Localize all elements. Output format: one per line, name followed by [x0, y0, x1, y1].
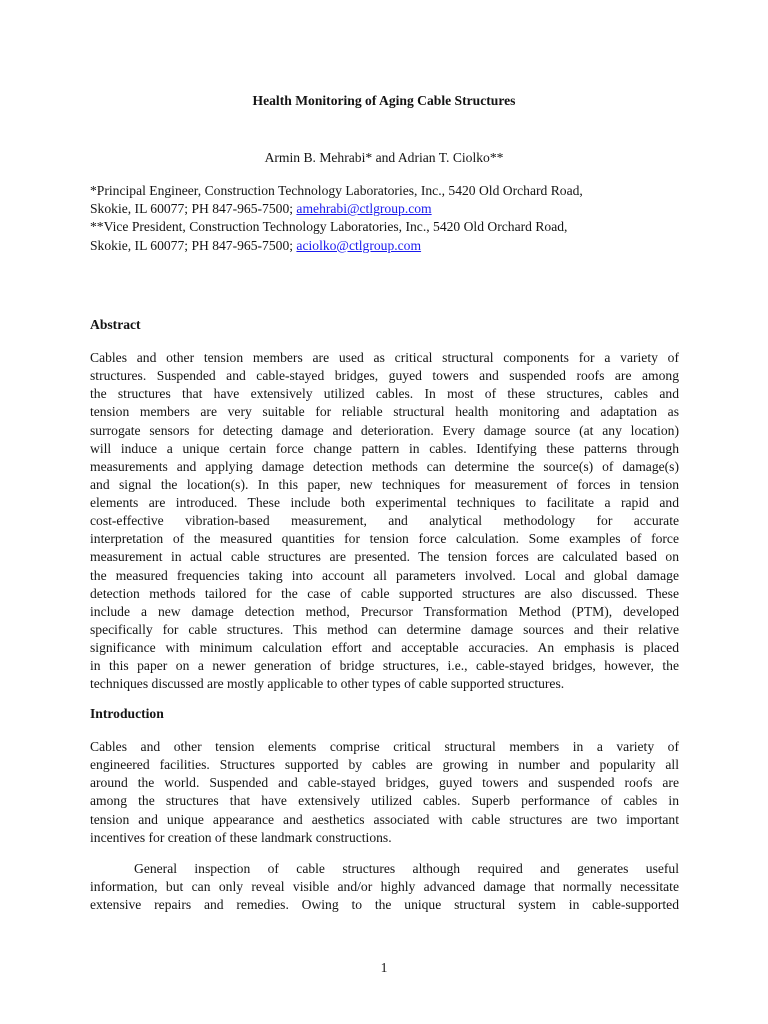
abstract-line: cost-effective vibration-based measurement, and analytical methodology for accurate: [90, 513, 679, 529]
intro-line: among the structures that have extensively utilized cables. Superb performance of cables in: [90, 793, 679, 809]
abstract-line: include a new damage detection method, Precursor Transformation Method (PTM), developed: [90, 603, 679, 619]
author-affiliations: [90, 182, 690, 255]
abstract-line: tension members are very suitable for reliable structural health monitoring and adaptation as: [90, 404, 679, 420]
intro-line: incentives for creation of these landmark constructions.: [90, 829, 392, 845]
abstract-line: measurement in actual cable structures are presented. The tension forces are calculated based on: [90, 549, 679, 565]
abstract-line: significance with minimum calculation effort and acceptable accuracies. An emphasis is placed: [90, 640, 679, 655]
abstract-line: measurements and applying damage detection methods can determine the source(s) of damage(s): [90, 458, 679, 474]
intro-paragraph-2: [90, 860, 679, 914]
abstract-line: in this paper on a newer generation of bridge structures, i.e., cable-stayed bridges, however, the: [90, 658, 679, 674]
email-link-mehrabi[interactable]: amehrabi@ctlgroup.com: [296, 201, 432, 217]
introduction-heading: Introduction: [90, 706, 164, 721]
abstract-line: the structures that have extensively utilized cables. In most of these structures, cables and: [90, 386, 679, 402]
affiliation-contact-2: Skokie, IL 60077; PH 847-965-7500;: [90, 237, 297, 253]
intro-line: tension and unique appearance and aesthetics associated with cable structures are two important: [90, 811, 679, 827]
abstract-line: interpretation of the measured quantities for tension force calculation. Some examples of force: [90, 531, 679, 547]
abstract-line: and signal the location(s). In this paper, new techniques for measurement of forces in tension: [90, 476, 679, 492]
intro-line: information, but can only reveal visible and/or highly advanced damage that normally necessitate: [90, 879, 679, 895]
abstract-paragraph: [90, 349, 679, 693]
email-link-ciolko[interactable]: aciolko@ctlgroup.com: [296, 237, 422, 253]
abstract-line: will induce a unique certain force change pattern in cables. Identifying these patterns through: [90, 440, 679, 456]
affiliation-contact-1: Skokie, IL 60077; PH 847-965-7500;: [90, 201, 297, 217]
intro-line: around the world. Suspended and cable-stayed bridges, guyed towers and suspended roofs are: [90, 775, 679, 791]
abstract-line: the measured frequencies taking into account all parameters involved. Local and global damage: [90, 567, 679, 583]
intro-paragraph-1: [90, 738, 679, 847]
intro-line: extensive repairs and remedies. Owing to the unique structural system in cable-supported: [90, 897, 679, 913]
abstract-line: Cables and other tension members are used as critical structural components for a variety of: [90, 350, 679, 365]
intro-line: engineered facilities. Structures supported by cables are growing in number and popularity all: [90, 757, 679, 773]
abstract-line: detection methods tailored for the case of cable supported structures are also discussed. These: [90, 585, 679, 601]
abstract-line: specifically for cable structures. This method can determine damage sources and their relative: [90, 621, 679, 637]
abstract-line: surrogate sensors for detecting damage and deterioration. Every damage source (at any location): [90, 422, 679, 438]
abstract-line: structures. Suspended and cable-stayed bridges, guyed towers and suspended roofs are among: [90, 368, 679, 384]
abstract-line: elements are introduced. These include both experimental techniques to facilitate a rapid and: [90, 495, 679, 510]
abstract-heading: Abstract: [90, 317, 141, 332]
page-number: 1: [380, 960, 388, 975]
paper-authors: Armin B. Mehrabi* and Adrian T. Ciolko**: [264, 150, 504, 165]
abstract-line: techniques discussed are mostly applicable to other types of cable supported structures.: [90, 676, 565, 692]
intro-line: Cables and other tension elements comprise critical structural members in a variety of: [90, 739, 679, 754]
paper-title: Health Monitoring of Aging Cable Structures: [252, 93, 516, 108]
affiliation-line-1: *Principal Engineer, Construction Technology Laboratories, Inc., 5420 Old Orchard Road,: [90, 183, 583, 198]
affiliation-line-2: [90, 200, 690, 218]
affiliation-line-3: **Vice President, Construction Technology Laboratories, Inc., 5420 Old Orchard Road,: [90, 219, 568, 235]
affiliation-line-4: [90, 237, 690, 255]
intro-line: General inspection of cable structures although required and generates useful: [134, 861, 679, 876]
